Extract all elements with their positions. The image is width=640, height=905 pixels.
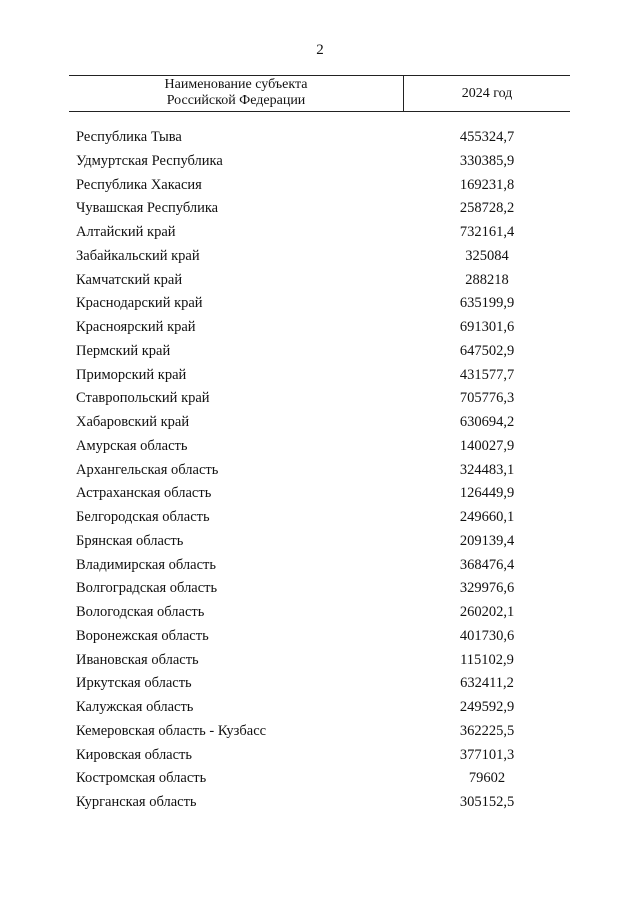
page-number: 2 xyxy=(316,42,324,58)
region-name: Курганская область xyxy=(76,794,197,810)
region-value: 431577,7 xyxy=(459,366,515,383)
region-name: Удмуртская Республика xyxy=(76,152,223,169)
region-value: 377101,3 xyxy=(459,746,515,763)
region-name: Чувашская Республика xyxy=(76,200,219,217)
table-row xyxy=(0,316,640,340)
table-row xyxy=(0,720,640,744)
region-name: Костромская область xyxy=(76,770,207,787)
table-row xyxy=(0,340,640,364)
table-row xyxy=(0,601,640,625)
table-row xyxy=(0,174,640,198)
region-name: Камчатский край xyxy=(76,271,183,288)
region-name: Кемеровская область - Кузбасс xyxy=(76,722,267,739)
region-value: 169231,8 xyxy=(459,176,515,193)
region-value: 140027,9 xyxy=(459,437,515,454)
region-value: 647502,9 xyxy=(459,342,515,359)
table-row xyxy=(0,577,640,601)
table-row xyxy=(0,791,640,815)
table-row xyxy=(0,150,640,174)
region-value: 705776,3 xyxy=(459,390,515,407)
region-name: Астраханская область xyxy=(76,485,212,502)
table-row xyxy=(0,245,640,269)
region-value: 325084 xyxy=(465,247,509,264)
region-value: 115102,9 xyxy=(460,651,514,668)
table-row xyxy=(0,744,640,768)
region-name: Хабаровский край xyxy=(76,414,190,430)
table-row xyxy=(0,530,640,554)
region-name: Ивановская область xyxy=(76,651,199,668)
header-subject-name-line2: Российской Федерации xyxy=(166,93,306,108)
table-row xyxy=(0,696,640,720)
table-header xyxy=(69,75,570,112)
region-value: 632411,2 xyxy=(460,675,514,692)
header-subject-name xyxy=(69,77,403,109)
region-value: 732161,4 xyxy=(459,224,515,240)
region-value: 79602 xyxy=(468,770,506,787)
region-name: Иркутская область xyxy=(76,675,192,692)
region-name: Белгородская область xyxy=(76,509,210,525)
region-value: 260202,1 xyxy=(459,604,515,620)
region-value: 258728,2 xyxy=(459,200,515,217)
region-name: Брянская область xyxy=(76,532,184,549)
region-name: Приморский край xyxy=(76,366,187,383)
region-value: 630694,2 xyxy=(459,414,515,430)
region-value: 249660,1 xyxy=(459,509,515,525)
table-body xyxy=(0,126,640,815)
table-row xyxy=(0,364,640,388)
table-row xyxy=(0,197,640,221)
table-row xyxy=(0,269,640,293)
region-value: 401730,6 xyxy=(459,627,515,644)
table-row xyxy=(0,221,640,245)
region-name: Республика Хакасия xyxy=(76,176,202,193)
region-name: Краснодарский край xyxy=(76,295,203,312)
table-row xyxy=(0,459,640,483)
region-name: Алтайский край xyxy=(76,224,176,240)
region-name: Владимирская область xyxy=(76,556,216,573)
table-row xyxy=(0,411,640,435)
header-subject-name-line1: Наименование субъекта xyxy=(164,77,308,92)
table-row xyxy=(0,482,640,506)
region-value: 324483,1 xyxy=(459,461,515,478)
region-value: 288218 xyxy=(465,271,509,288)
region-value: 249592,9 xyxy=(459,699,515,715)
region-name: Архангельская область xyxy=(76,461,219,478)
region-value: 691301,6 xyxy=(459,319,515,335)
table-row xyxy=(0,292,640,316)
table-row xyxy=(0,387,640,411)
region-value: 330385,9 xyxy=(459,152,515,169)
table-row xyxy=(0,126,640,150)
region-name: Калужская область xyxy=(76,699,194,715)
table-row xyxy=(0,506,640,530)
region-name: Воронежская область xyxy=(76,627,209,644)
table-row xyxy=(0,649,640,673)
region-value: 209139,4 xyxy=(459,532,515,549)
region-value: 455324,7 xyxy=(459,129,515,145)
table-row xyxy=(0,672,640,696)
region-name: Волгоградская область xyxy=(76,580,218,597)
region-value: 362225,5 xyxy=(459,722,515,739)
header-year: 2024 год xyxy=(461,86,513,101)
region-value: 305152,5 xyxy=(459,794,515,810)
table-row xyxy=(0,767,640,791)
region-name: Амурская область xyxy=(76,437,188,454)
table-row xyxy=(0,435,640,459)
region-name: Красноярский край xyxy=(76,319,196,335)
region-name: Кировская область xyxy=(76,746,193,763)
region-name: Пермский край xyxy=(76,342,171,359)
region-name: Ставропольский край xyxy=(76,390,210,407)
region-name: Республика Тыва xyxy=(76,129,182,145)
region-name: Вологодская область xyxy=(76,604,205,620)
region-value: 329976,6 xyxy=(459,580,515,597)
table-row xyxy=(0,625,640,649)
table-row xyxy=(0,554,640,578)
region-name: Забайкальский край xyxy=(76,247,200,264)
region-value: 635199,9 xyxy=(459,295,515,312)
region-value: 126449,9 xyxy=(459,485,515,502)
region-value: 368476,4 xyxy=(459,556,515,573)
